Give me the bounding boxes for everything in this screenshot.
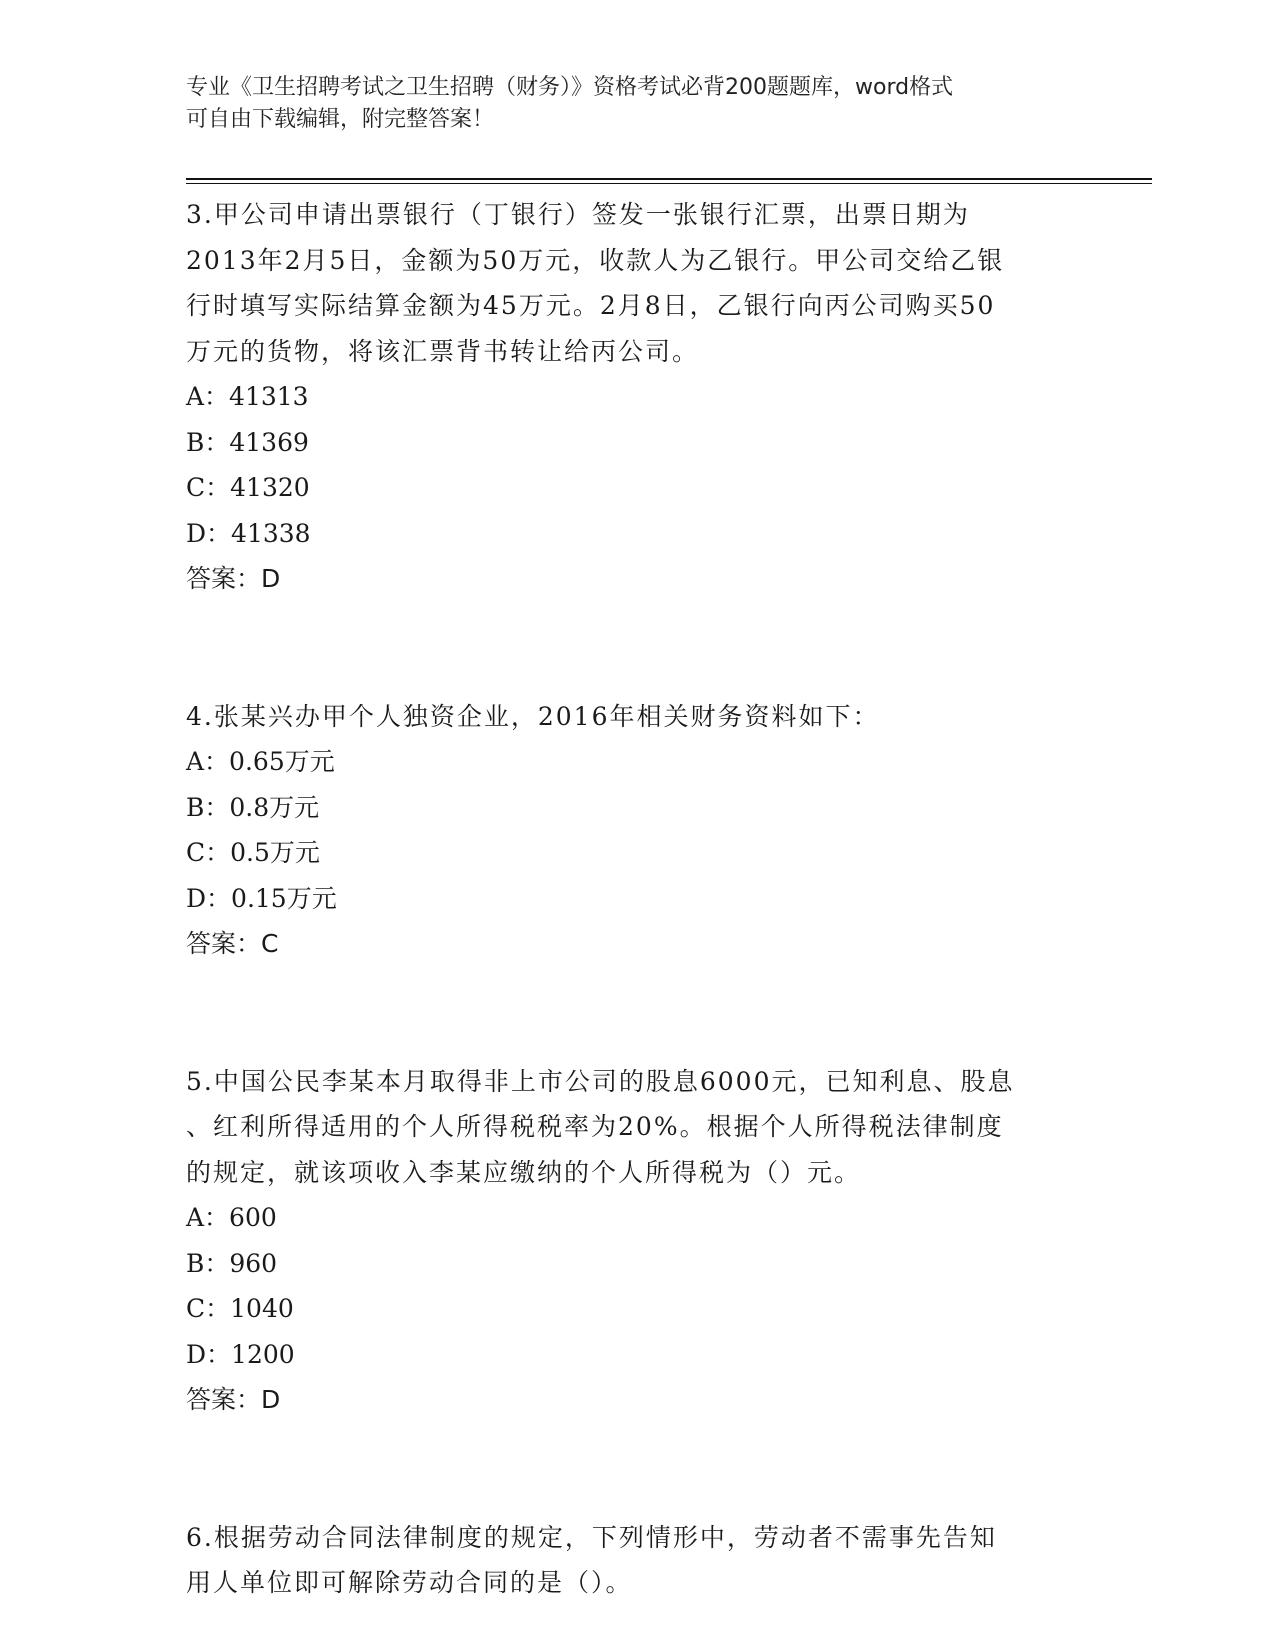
answer-line bbox=[186, 1377, 1086, 1423]
question-text bbox=[186, 694, 1086, 740]
question-line: 、红利所得适用的个人所得税税率为20%。根据个人所得税法律制度 bbox=[186, 1112, 1004, 1141]
question-block bbox=[186, 1059, 1086, 1423]
question-block bbox=[186, 1515, 1086, 1606]
option-a: A：600 bbox=[186, 1203, 277, 1232]
answer-value: D bbox=[261, 564, 281, 593]
option-c: C：41320 bbox=[186, 473, 310, 502]
question-text bbox=[186, 1515, 1086, 1606]
answer-value: D bbox=[261, 1385, 281, 1414]
question-line: 的规定，就该项收入李某应缴纳的个人所得税为（）元。 bbox=[186, 1157, 862, 1187]
option-c: C：1040 bbox=[186, 1294, 294, 1323]
answer-value: C bbox=[261, 929, 279, 958]
option-d: D：41338 bbox=[186, 518, 311, 548]
header-line: 专业《卫生招聘考试之卫生招聘（财务）》资格考试必背200题题库，word格式 bbox=[186, 75, 954, 100]
question-list bbox=[186, 192, 1086, 1606]
question-text bbox=[186, 192, 1086, 374]
question-block bbox=[186, 192, 1086, 602]
question-line: 3.甲公司申请出票银行（丁银行）签发一张银行汇票，出票日期为 bbox=[186, 200, 970, 229]
answer-label: 答案： bbox=[186, 929, 262, 958]
option-b: B：960 bbox=[186, 1248, 278, 1278]
header-line: 可自由下载编辑，附完整答案！ bbox=[186, 107, 495, 132]
option-b: B：41369 bbox=[186, 427, 309, 457]
option-d: D：0.15万元 bbox=[186, 883, 337, 913]
question-text bbox=[186, 1059, 1086, 1196]
question-block bbox=[186, 694, 1086, 967]
question-line: 万元的货物，将该汇票背书转让给丙公司。 bbox=[186, 336, 700, 366]
option-b: B：0.8万元 bbox=[186, 792, 320, 822]
question-line: 5.中国公民李某本月取得非上市公司的股息6000元，已知利息、股息 bbox=[186, 1066, 1015, 1096]
question-line: 行时填写实际结算金额为45万元。2月8日，乙银行向丙公司购买50 bbox=[186, 291, 996, 320]
question-line: 2013年2月5日，金额为50万元，收款人为乙银行。甲公司交给乙银 bbox=[186, 245, 1005, 275]
question-line: 6.根据劳动合同法律制度的规定，下列情形中，劳动者不需事先告知 bbox=[186, 1522, 997, 1552]
header-divider-thin bbox=[186, 183, 1152, 184]
header-divider-thick bbox=[186, 178, 1152, 180]
question-line: 4.张某兴办甲个人独资企业，2016年相关财务资料如下： bbox=[186, 701, 880, 731]
answer-line bbox=[186, 556, 1086, 602]
document-header bbox=[186, 72, 1066, 136]
answer-label: 答案： bbox=[186, 564, 262, 593]
option-c: C：0.5万元 bbox=[186, 838, 320, 867]
option-a: A：0.65万元 bbox=[186, 747, 335, 776]
question-line: 用人单位即可解除劳动合同的是（）。 bbox=[186, 1568, 633, 1597]
option-d: D：1200 bbox=[186, 1339, 295, 1369]
answer-label: 答案： bbox=[186, 1385, 262, 1414]
answer-line bbox=[186, 921, 1086, 967]
option-a: A：41313 bbox=[186, 382, 309, 411]
